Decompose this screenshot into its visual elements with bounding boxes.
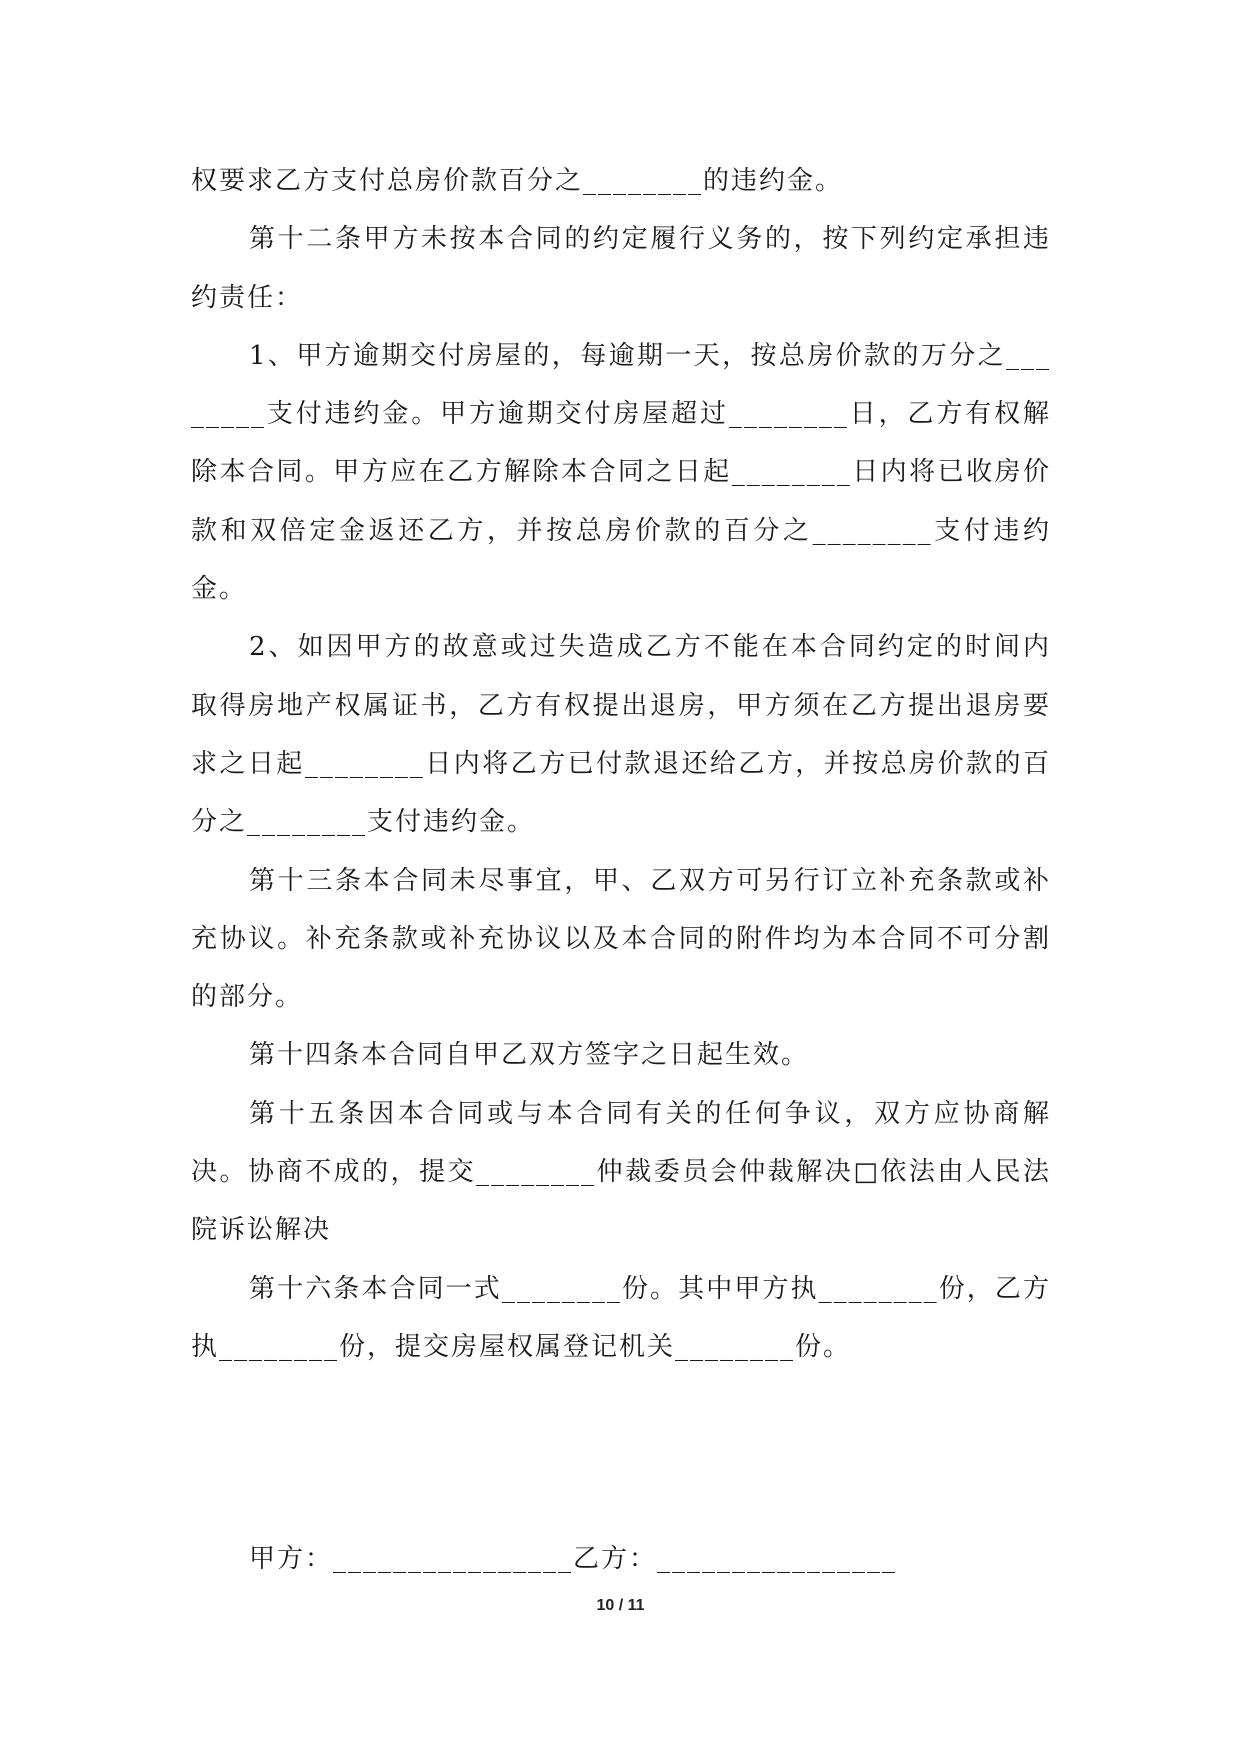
paragraph-continuation: 权要求乙方支付总房价款百分之________的违约金。 [191,166,844,196]
contract-body [191,152,1051,1376]
paragraph-article-14: 第十四条本合同自甲乙双方签字之日起生效。 [249,1040,810,1071]
paragraph-item-2: 2、如因甲方的故意或过失造成乙方不能在本合同约定的时间内取得房地产权属证书，乙方有权提出退房，甲方须在乙方提出退房要求之日起________日内将乙方已付款退还给乙方，并按总房价款的百分之________支付违约金。 [191,632,1051,838]
paragraph-article-16: 第十六条本合同一式________份。其中甲方执________份，乙方执________份，提交房屋权属登记机关________份。 [191,1273,1051,1362]
page-number: 10 / 11 [596,1597,645,1614]
paragraph-article-12: 第十二条甲方未按本合同的约定履行义务的，按下列约定承担违约责任： [191,224,1051,313]
paragraph-article-13: 第十三条本合同未尽事宜，甲、乙双方可另行订立补充条款或补充协议。补充条款或补充协议以及本合同的附件均为本合同不可分割的部分。 [191,865,1051,1013]
paragraph-item-1: 1、甲方逾期交付房屋的，每逾期一天，按总房价款的万分之________支付违约金。甲方逾期交付房屋超过________日，乙方有权解除本合同。甲方应在乙方解除本合同之日起________日内将已收房价款和双倍定金返还乙方，并按总房价款的百分之________支付违约金。 [191,340,1051,605]
paragraph-article-15: 第十五条因本合同或与本合同有关的任何争议，双方应协商解决。协商不成的，提交________仲裁委员会仲裁解决□依法由人民法院诉讼解决 [191,1098,1051,1246]
signature-line: 甲方：________________乙方：________________ [249,1544,898,1574]
